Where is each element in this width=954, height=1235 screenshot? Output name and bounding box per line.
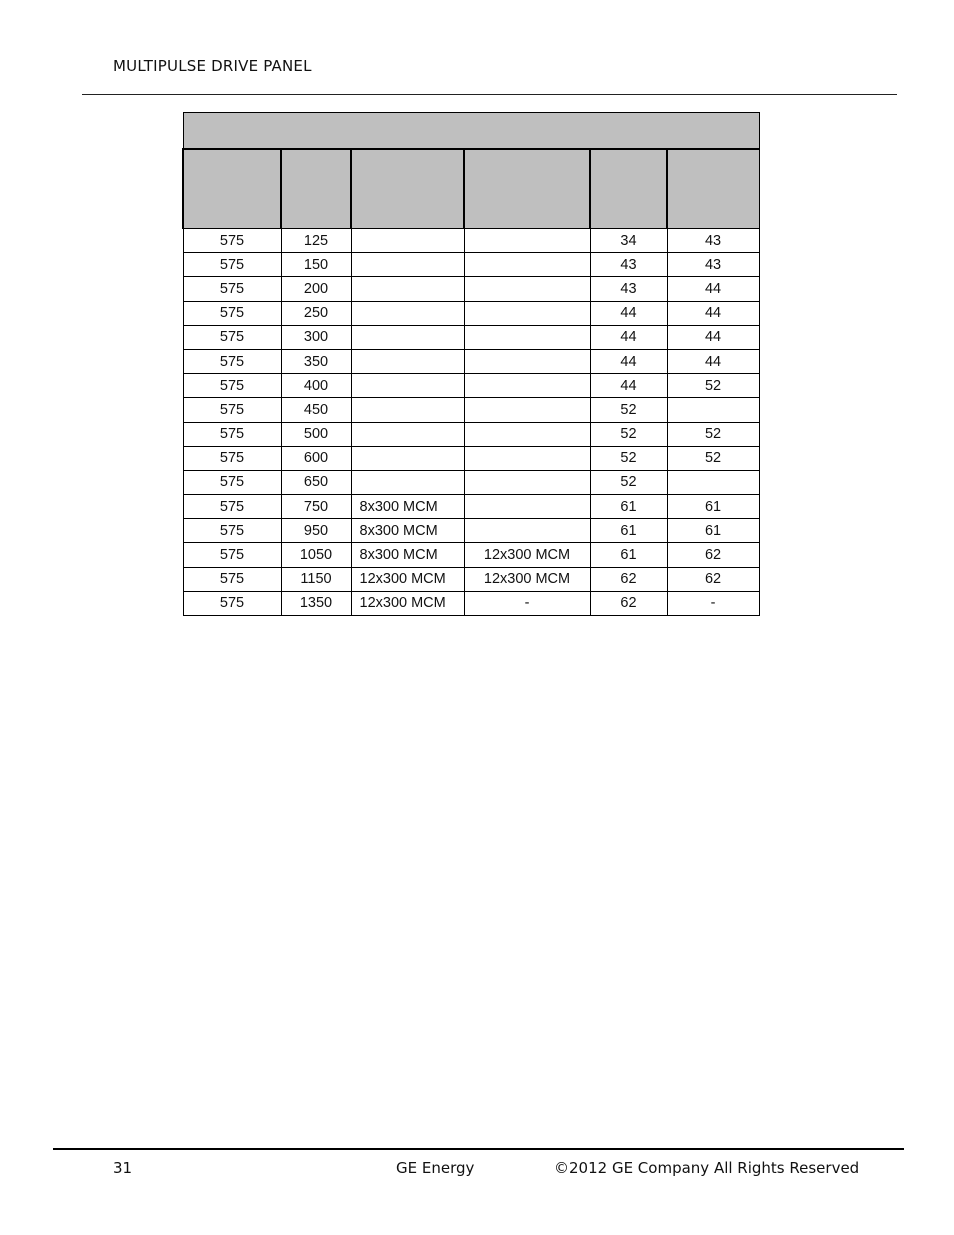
table-cell: 52: [667, 374, 759, 398]
table-cell: 52: [667, 422, 759, 446]
header-cell-6: [667, 149, 759, 229]
table-row: [183, 277, 759, 301]
table-cell: 575: [183, 374, 281, 398]
table-cell: 8x300 MCM: [351, 543, 464, 567]
table-cell: 200: [281, 277, 351, 301]
table-cell: 400: [281, 374, 351, 398]
table-cell: [464, 229, 590, 253]
table-cell: 52: [590, 446, 667, 470]
table-cell: 62: [667, 567, 759, 591]
table-cell: 61: [590, 495, 667, 519]
table-cell: 450: [281, 398, 351, 422]
table-cell: 1150: [281, 567, 351, 591]
table-cell: 12x300 MCM: [464, 543, 590, 567]
table-row: [183, 229, 759, 253]
table-cell: [351, 349, 464, 373]
table-cell: [351, 446, 464, 470]
footer-company: GE Energy: [396, 1159, 475, 1177]
table-cell: [351, 229, 464, 253]
table-cell: 600: [281, 446, 351, 470]
table-cell: 1050: [281, 543, 351, 567]
table-row: [183, 543, 759, 567]
header-cell-1: [183, 149, 281, 229]
table-cell: [351, 374, 464, 398]
table-cell: 61: [590, 519, 667, 543]
table-cell: [351, 325, 464, 349]
table-cell: 1350: [281, 591, 351, 615]
table-cell: 44: [667, 277, 759, 301]
table-cell: 8x300 MCM: [351, 519, 464, 543]
table-cell: 575: [183, 422, 281, 446]
table-row: [183, 446, 759, 470]
table-cell: 43: [667, 229, 759, 253]
table-cell: 575: [183, 253, 281, 277]
footer-divider: [53, 1148, 904, 1150]
table-cell: [464, 398, 590, 422]
table-cell: 300: [281, 325, 351, 349]
table-cell: [464, 422, 590, 446]
table-cell: 350: [281, 349, 351, 373]
table-cell: 12x300 MCM: [351, 591, 464, 615]
table-cell: [464, 277, 590, 301]
data-table: [182, 112, 760, 616]
table-cell: 52: [590, 422, 667, 446]
table-cell: 575: [183, 543, 281, 567]
table-row: [183, 253, 759, 277]
table-cell: 12x300 MCM: [351, 567, 464, 591]
table-row: [183, 422, 759, 446]
table-cell: 250: [281, 301, 351, 325]
table-row: [183, 519, 759, 543]
table-header-row: [183, 149, 759, 229]
header-divider: [82, 94, 897, 95]
header-cell-5: [590, 149, 667, 229]
table-cell: 34: [590, 229, 667, 253]
table-cell: 575: [183, 301, 281, 325]
table-cell: 125: [281, 229, 351, 253]
table-row: [183, 470, 759, 494]
data-table-container: [182, 112, 758, 616]
table-cell: [464, 519, 590, 543]
table-cell: [351, 253, 464, 277]
table-cell: -: [667, 591, 759, 615]
table-cell: 44: [667, 349, 759, 373]
table-cell: [667, 470, 759, 494]
table-cell: 52: [590, 398, 667, 422]
table-cell: 44: [590, 301, 667, 325]
table-cell: 43: [590, 253, 667, 277]
table-cell: [351, 422, 464, 446]
table-cell: 52: [667, 446, 759, 470]
table-cell: [464, 253, 590, 277]
table-cell: 575: [183, 567, 281, 591]
table-cell: 44: [590, 374, 667, 398]
table-row: [183, 591, 759, 615]
table-cell: 61: [667, 519, 759, 543]
table-body: [183, 229, 759, 616]
table-cell: 575: [183, 229, 281, 253]
table-cell: [351, 277, 464, 301]
page-header-title: MULTIPULSE DRIVE PANEL: [113, 57, 312, 75]
table-title-cell: [183, 113, 759, 150]
table-cell: 575: [183, 519, 281, 543]
table-cell: [464, 349, 590, 373]
table-cell: 750: [281, 495, 351, 519]
table-cell: [351, 398, 464, 422]
table-row: [183, 567, 759, 591]
table-cell: 575: [183, 470, 281, 494]
table-cell: 61: [590, 543, 667, 567]
table-cell: [464, 470, 590, 494]
table-cell: 62: [590, 591, 667, 615]
table-cell: [464, 446, 590, 470]
table-title-row: [183, 113, 759, 150]
table-row: [183, 398, 759, 422]
table-cell: [351, 470, 464, 494]
table-cell: 12x300 MCM: [464, 567, 590, 591]
table-row: [183, 349, 759, 373]
table-cell: 62: [590, 567, 667, 591]
table-cell: [667, 398, 759, 422]
table-cell: [464, 495, 590, 519]
table-row: [183, 374, 759, 398]
table-cell: 44: [667, 325, 759, 349]
table-cell: 61: [667, 495, 759, 519]
table-cell: 950: [281, 519, 351, 543]
table-cell: 650: [281, 470, 351, 494]
table-cell: [464, 325, 590, 349]
table-cell: 43: [590, 277, 667, 301]
table-cell: 575: [183, 495, 281, 519]
table-cell: 575: [183, 446, 281, 470]
table-cell: 62: [667, 543, 759, 567]
header-cell-2: [281, 149, 351, 229]
header-cell-3: [351, 149, 464, 229]
table-cell: 44: [667, 301, 759, 325]
table-cell: 575: [183, 398, 281, 422]
table-cell: [464, 374, 590, 398]
table-cell: 575: [183, 277, 281, 301]
footer-copyright: ©2012 GE Company All Rights Reserved: [554, 1159, 860, 1177]
table-cell: [351, 301, 464, 325]
table-row: [183, 301, 759, 325]
footer-page-number: 31: [113, 1159, 133, 1177]
header-cell-4: [464, 149, 590, 229]
table-cell: 52: [590, 470, 667, 494]
table-cell: 44: [590, 325, 667, 349]
table-row: [183, 495, 759, 519]
table-cell: -: [464, 591, 590, 615]
table-cell: 150: [281, 253, 351, 277]
table-cell: 44: [590, 349, 667, 373]
table-cell: 43: [667, 253, 759, 277]
table-cell: [464, 301, 590, 325]
table-cell: 500: [281, 422, 351, 446]
table-cell: 8x300 MCM: [351, 495, 464, 519]
table-cell: 575: [183, 591, 281, 615]
table-cell: 575: [183, 325, 281, 349]
table-cell: 575: [183, 349, 281, 373]
table-row: [183, 325, 759, 349]
